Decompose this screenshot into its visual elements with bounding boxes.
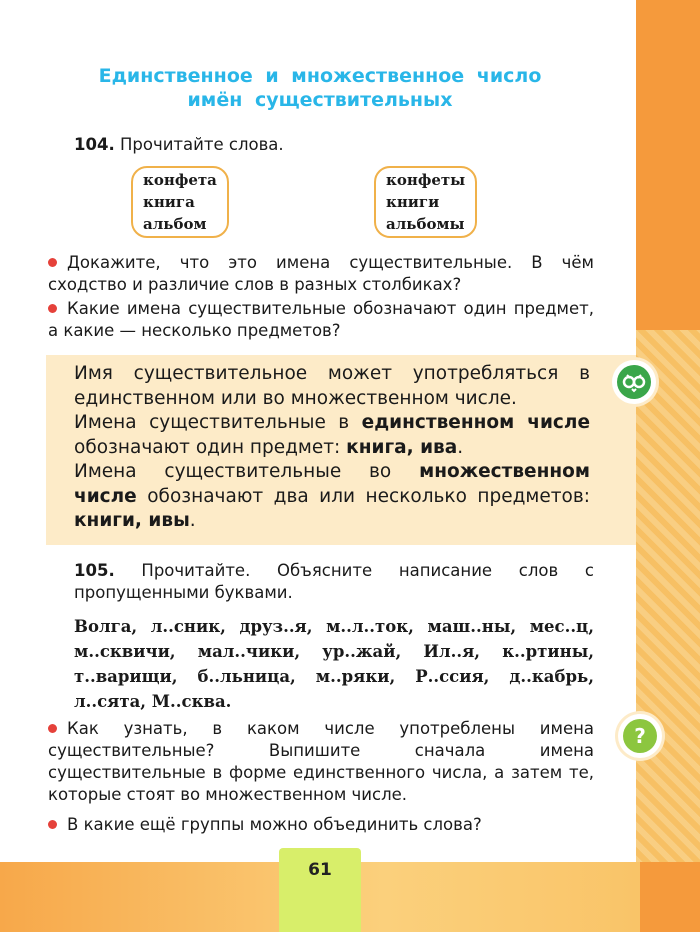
bullet-text: В какие ещё группы можно объединить слова? (67, 815, 482, 834)
word: книги (386, 193, 440, 211)
word: альбомы (386, 215, 465, 233)
bullet-dot-icon (48, 258, 57, 267)
rule-p3-b: множественном числе (74, 461, 590, 507)
rule-p2-e: . (457, 436, 464, 458)
question-icon-inner: ? (623, 719, 657, 753)
word-box-singular (131, 166, 229, 238)
word: конфета (143, 171, 217, 189)
title-line-2: имён существительных (187, 89, 453, 111)
word: конфеты (386, 171, 466, 189)
bullet-item (48, 814, 594, 836)
rule-p3-c: обозначают два или несколько предметов: (136, 485, 590, 507)
rule-p2-c: обозначают один предмет: (74, 436, 347, 458)
task-number: 105. (74, 561, 115, 580)
task-number: 104. (74, 135, 115, 154)
rule-paragraph (74, 411, 590, 460)
rule-p2-b: единственном числе (361, 412, 590, 433)
bullet-dot-icon (48, 304, 57, 313)
page-number: 61 (308, 860, 332, 880)
rule-text (74, 362, 590, 534)
owl-icon-inner (617, 365, 651, 399)
task-text: Прочитайте слова. (119, 135, 284, 154)
bullet-item (48, 718, 594, 806)
title-line-1: Единственное и множественное число (98, 65, 542, 87)
rule-p3-d: книги, ивы (74, 510, 190, 531)
task-text: Прочитайте. Объясните написание слов с пропущенными буквами. (74, 561, 594, 602)
rule-p2-a: Имена существительные в (74, 412, 362, 433)
bullet-text: Какие имена существительные обозначают один предмет, а какие — несколько предметов? (48, 299, 594, 340)
rule-p1: Имя существительное может употребляться в единственном или во множественном числе. (74, 363, 590, 409)
rule-paragraph (74, 362, 590, 411)
bullet-dot-icon (48, 820, 57, 829)
bullet-text: Как узнать, в каком числе употреблены имена существительные? Выпишите сначала имена существительные в форме единственного числа, а затем те, которые стоят во множественном числе. (48, 719, 594, 804)
bullet-text: Докажите, что это имена существительные. В чём сходство и различие слов в разных столбиках? (48, 253, 594, 294)
bullet-item (48, 298, 594, 342)
word: альбом (143, 215, 207, 233)
bullet-dot-icon (48, 724, 57, 733)
rule-p2-d: книга, ива (346, 436, 458, 458)
word: книга (143, 193, 195, 211)
page-title (40, 64, 600, 112)
rule-paragraph (74, 460, 590, 534)
word-box-plural (374, 166, 477, 238)
task-105 (74, 560, 594, 604)
rule-p3-e: . (189, 510, 196, 531)
rule-p3-a: Имена существительные во (74, 461, 420, 482)
task-104 (74, 134, 594, 156)
owl-icon-glyph (617, 365, 651, 399)
bullet-item (48, 252, 594, 296)
owl-icon (612, 360, 656, 404)
exercise-words: Волга, л..сник, друз..я, м..л..ток, маш..ны, мес..ц, м..сквичи, мал..чики, ур..жай, Ил..я, к..ртины, т..варищи, б..льница, м..ряки, Р..ссия, д..кабрь, л..сята, М..сква. (74, 617, 594, 711)
question-icon (618, 714, 662, 758)
